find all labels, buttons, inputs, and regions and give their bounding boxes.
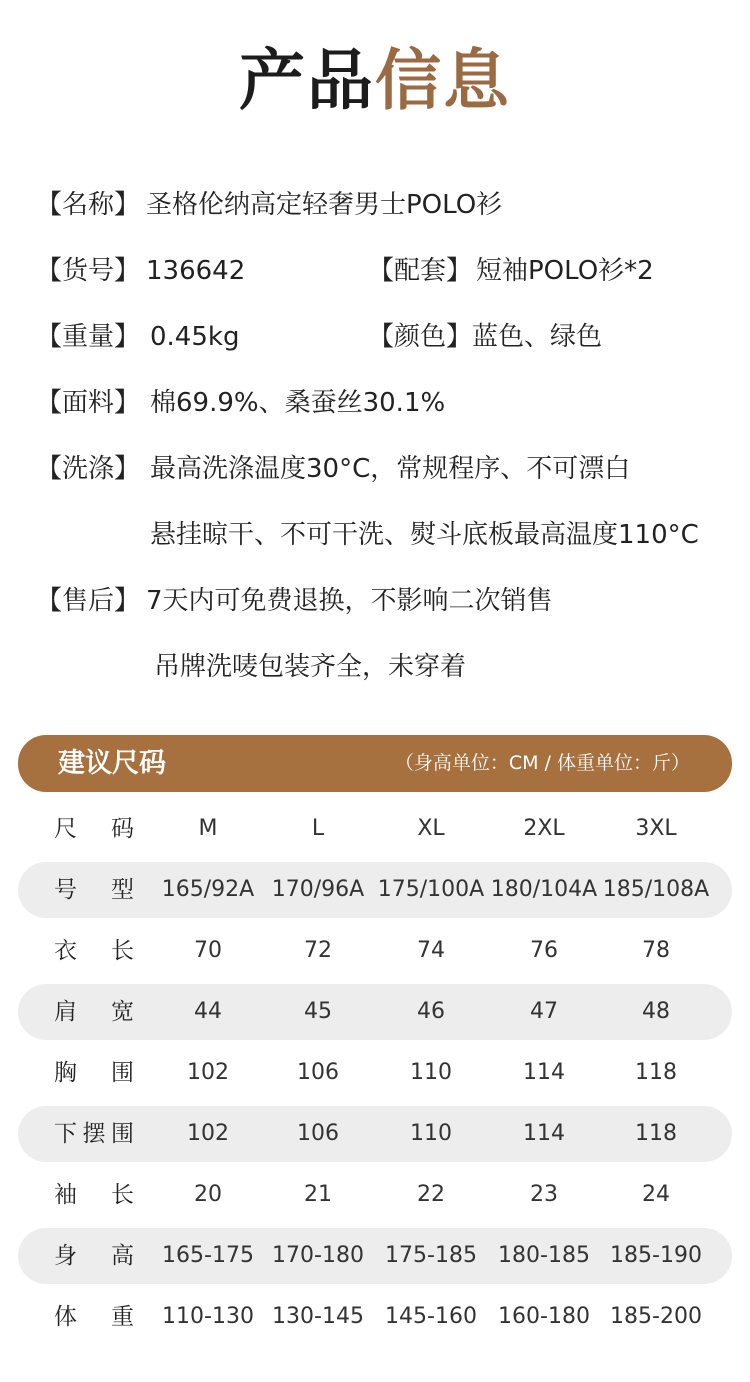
size-cell: 165-175 (162, 1243, 254, 1268)
size-cell: 102 (187, 1121, 229, 1146)
info-label-item-no: 【货号】 (36, 256, 141, 286)
size-cell: M (198, 816, 218, 841)
info-label-color: 【颜色】 (368, 322, 473, 352)
size-cell: 145-160 (385, 1304, 477, 1329)
info-value-after-sale-line1: 7天内可免费退换，不影响二次销售 (146, 586, 553, 616)
size-row-label: 尺码 (54, 816, 134, 842)
size-cell: XL (417, 816, 445, 841)
size-cell: 47 (530, 999, 558, 1024)
info-label-after-sale: 【售后】 (36, 586, 141, 616)
size-cell: 180/104A (490, 877, 598, 902)
size-cell: 170-180 (272, 1243, 364, 1268)
size-cell: 106 (297, 1121, 339, 1146)
page-title-part2: 信息 (375, 41, 511, 119)
size-row-size-header (18, 801, 732, 857)
size-cell: 180-185 (498, 1243, 590, 1268)
info-value-color: 蓝色、绿色 (472, 322, 603, 352)
size-cell: 2XL (523, 816, 565, 841)
size-cell: 160-180 (498, 1304, 590, 1329)
size-cell: 175/100A (377, 877, 485, 902)
size-cell: 170/96A (271, 877, 365, 902)
size-cell: 185-200 (610, 1304, 702, 1329)
size-cell: 114 (523, 1121, 565, 1146)
size-banner-title: 建议尺码 (58, 748, 166, 779)
size-cell: 72 (304, 938, 332, 963)
info-value-after-sale-line2: 吊牌洗唛包装齐全，未穿着 (154, 652, 467, 682)
size-cell: 76 (530, 938, 558, 963)
size-cell: 44 (194, 999, 222, 1024)
size-cell: 22 (417, 1182, 445, 1207)
size-cell: 110 (410, 1060, 452, 1085)
page-title-part1: 产品 (239, 41, 375, 119)
size-cell: 24 (642, 1182, 670, 1207)
info-value-wash-line2: 悬挂晾干、不可干洗、熨斗底板最高温度110°C (150, 520, 699, 550)
size-row-label: 下摆围 (54, 1121, 134, 1147)
size-cell: 48 (642, 999, 670, 1024)
page-title (0, 40, 750, 120)
size-row-height (18, 1228, 732, 1284)
info-label-fabric: 【面料】 (36, 388, 141, 418)
size-cell: 110 (410, 1121, 452, 1146)
size-row-label: 衣长 (54, 938, 134, 964)
size-cell: 118 (635, 1060, 677, 1085)
size-cell: 21 (304, 1182, 332, 1207)
size-cell: 46 (417, 999, 445, 1024)
size-cell: 106 (297, 1060, 339, 1085)
size-row-label: 身高 (54, 1243, 134, 1269)
info-value-weight: 0.45kg (150, 322, 240, 352)
size-cell: 165/92A (161, 877, 255, 902)
size-row-label: 肩宽 (54, 999, 134, 1025)
size-cell: 74 (417, 938, 445, 963)
size-cell: 185-190 (610, 1243, 702, 1268)
info-value-set: 短袖POLO衫*2 (476, 256, 654, 286)
size-cell: 114 (523, 1060, 565, 1085)
size-cell: 130-145 (272, 1304, 364, 1329)
size-cell: 102 (187, 1060, 229, 1085)
size-cell: 70 (194, 938, 222, 963)
info-value-item-no: 136642 (146, 256, 246, 286)
size-row-chest (18, 1045, 732, 1101)
size-row-label: 体重 (54, 1304, 134, 1330)
size-row-label: 胸围 (54, 1060, 134, 1086)
info-label-name: 【名称】 (36, 190, 141, 220)
size-row-weight (18, 1289, 732, 1345)
size-row-shoulder (18, 984, 732, 1040)
size-cell: 23 (530, 1182, 558, 1207)
size-banner (18, 735, 732, 792)
size-cell: 185/108A (602, 877, 710, 902)
info-value-name: 圣格伦纳高定轻奢男士POLO衫 (146, 190, 503, 220)
size-row-model (18, 862, 732, 918)
size-row-label: 袖长 (54, 1182, 134, 1208)
info-label-wash: 【洗涤】 (36, 454, 141, 484)
size-cell: 175-185 (385, 1243, 477, 1268)
size-cell: 110-130 (162, 1304, 254, 1329)
size-row-hem (18, 1106, 732, 1162)
size-cell: 78 (642, 938, 670, 963)
size-row-sleeve (18, 1167, 732, 1223)
size-row-length (18, 923, 732, 979)
size-cell: L (311, 816, 325, 841)
size-cell: 20 (194, 1182, 222, 1207)
info-label-weight: 【重量】 (36, 322, 141, 352)
info-value-wash-line1: 最高洗涤温度30°C，常规程序、不可漂白 (150, 454, 631, 484)
size-cell: 118 (635, 1121, 677, 1146)
info-row-weight (36, 317, 696, 357)
info-label-set: 【配套】 (368, 256, 473, 286)
size-cell: 3XL (635, 816, 677, 841)
size-cell: 45 (304, 999, 332, 1024)
info-value-fabric: 棉69.9%、桑蚕丝30.1% (150, 388, 446, 418)
size-row-label: 号型 (54, 877, 134, 903)
info-row-item-no (36, 251, 696, 291)
size-banner-unit-note: （身高单位：CM / 体重单位：斤） (394, 752, 690, 774)
